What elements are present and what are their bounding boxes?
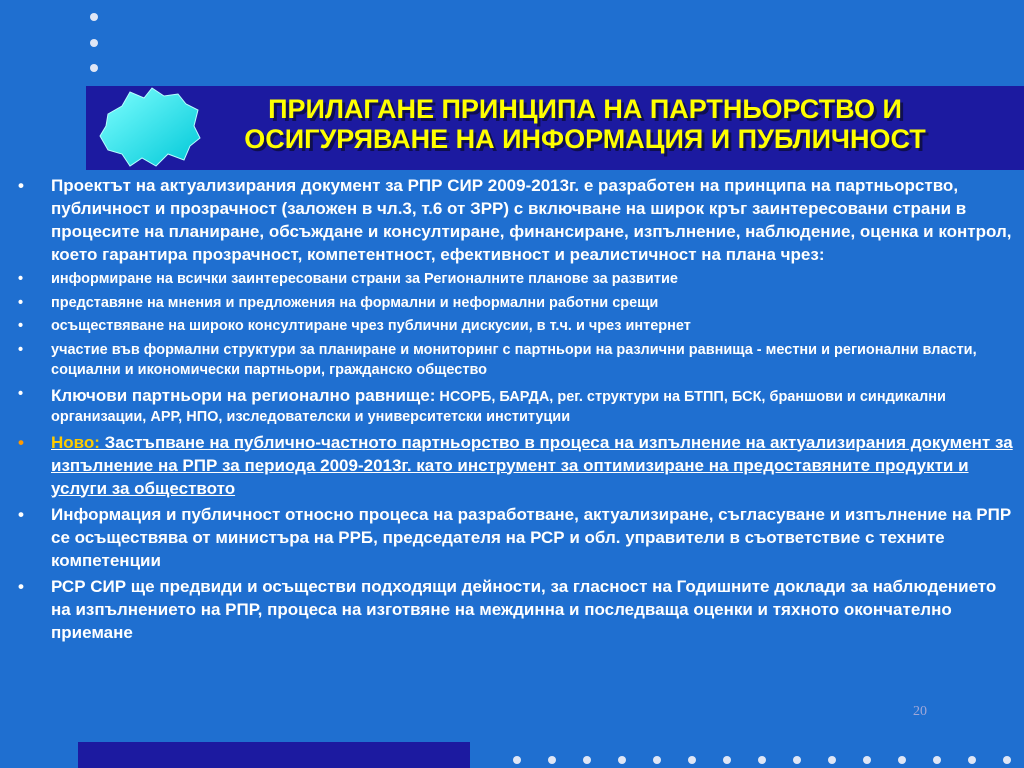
- decor-dot: [513, 756, 521, 764]
- bullet-icon: •: [18, 432, 24, 452]
- decor-dot: [758, 756, 766, 764]
- decor-dot: [618, 756, 626, 764]
- page-number: 20: [913, 704, 927, 719]
- title-line-1: ПРИЛАГАНЕ ПРИНЦИПА НА ПАРТНЬОРСТВО И: [268, 94, 902, 124]
- item-text: представяне на мнения и предложения на формални и неформални работни срещи: [51, 294, 659, 311]
- decor-dot: [653, 756, 661, 764]
- page-title: [150, 94, 1020, 154]
- bullet-icon: •: [18, 294, 24, 311]
- item-text: НСОРБ, БАРДА, рег. структури на БТПП, БСК, браншови и синдикални организации, АРР, НПО, изследователски и университетски институции: [51, 388, 946, 425]
- list-item-novo: [18, 431, 1014, 500]
- item-text: Проектът на актуализирания документ за РПР СИР 2009-2013г. е разработен на принципа на партньорство, публичност и прозрачност (заложен в чл.3, т.6 от ЗРР) с включване на широк кръг заинтересовани страни в процесите на планиране, обсъждане и консултиране, финансиране, изпълнение, наблюдение, оценка и контрол, което гарантира прозрачност, компетентност, ефективност и реалистичност на плана чрез:: [51, 176, 1012, 264]
- decor-dot: [90, 64, 98, 72]
- bullet-icon: •: [18, 341, 24, 358]
- decor-dot: [583, 756, 591, 764]
- decor-dot: [723, 756, 731, 764]
- list-item: [18, 503, 1014, 572]
- list-item: [18, 340, 1014, 381]
- title-line-2: ОСИГУРЯВАНЕ НА ИНФОРМАЦИЯ И ПУБЛИЧНОСТ: [244, 124, 926, 154]
- list-item: [18, 293, 1014, 314]
- list-item: [18, 316, 1014, 337]
- novo-label: Ново:: [51, 432, 100, 452]
- decor-dot: [968, 756, 976, 764]
- item-text: Информация и публичност относно процеса на разработване, актуализиране, съгласуване и изпълнение на РПР се осъществява от министъра на РРБ, председателя на РСР и обл. управители в съответствие с техните компетенции: [51, 504, 1012, 570]
- decor-dot: [933, 756, 941, 764]
- decor-dot: [688, 756, 696, 764]
- item-text: участие във формални структури за планиране и мониторинг с партньори на различни равнища - местни и регионални власти, социални и икономически партньори, гражданско общество: [51, 341, 977, 378]
- bullet-icon: •: [18, 504, 24, 524]
- list-item-key-partners: [18, 384, 1014, 428]
- item-text: Застъпване на публично-частното партньорство в процеса на изпълнение на актуализирания документ за изпълнение на РПР за периода 2009-2013г. като инструмент за оптимизиране на предоставяните продукти и услуги за обществото: [51, 432, 1013, 498]
- list-item: [18, 269, 1014, 290]
- decor-dot: [90, 39, 98, 47]
- decor-dot: [90, 13, 98, 21]
- list-item: [18, 174, 1014, 266]
- decor-dot: [1003, 756, 1011, 764]
- decor-dot: [898, 756, 906, 764]
- decor-dot: [548, 756, 556, 764]
- list-item: [18, 575, 1014, 644]
- item-text: РСР СИР ще предвиди и осъществи подходящи дейности, за гласност на Годишните доклади за наблюдението на изпълнението на РПР, процеса на изготвяне на междинна и последваща оценки и тяхното окончателно приемане: [51, 576, 997, 642]
- bullet-icon: •: [18, 576, 24, 596]
- bottom-band: [78, 742, 470, 768]
- bullet-icon: •: [18, 385, 24, 402]
- item-text: осъществяване на широко консултиране чрез публични дискусии, в т.ч. и чрез интернет: [51, 318, 691, 334]
- item-lead: Ключови партньори на регионално равнище:: [51, 385, 436, 405]
- bullet-list: [18, 174, 1014, 647]
- item-text: информиране на всички заинтересовани страни за Регионалните планове за развитие: [51, 271, 678, 287]
- bullet-icon: •: [18, 318, 24, 334]
- bullet-icon: •: [18, 271, 24, 287]
- decor-dot: [863, 756, 871, 764]
- bullet-icon: •: [18, 176, 24, 195]
- decor-dot: [793, 756, 801, 764]
- decor-dot: [828, 756, 836, 764]
